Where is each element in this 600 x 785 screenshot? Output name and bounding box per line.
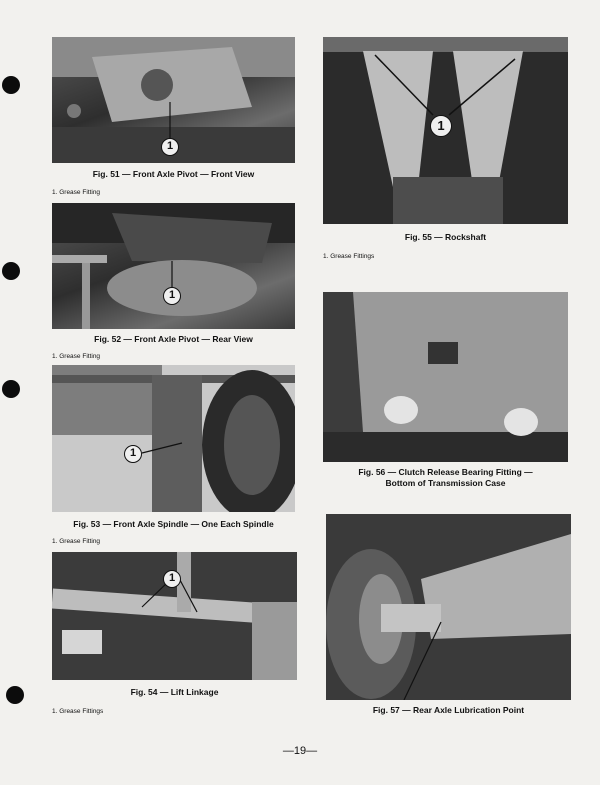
figure-legend: 1. Grease Fitting <box>52 189 101 196</box>
page-number: —19— <box>282 745 318 757</box>
photo-lift-linkage <box>52 552 297 680</box>
binder-hole-upper-middle <box>2 262 20 280</box>
figure-legend: 1. Grease Fittings <box>52 708 104 715</box>
figure-legend: 1. Grease Fitting <box>52 353 101 360</box>
figure-caption: Fig. 55 — Rockshaft <box>404 232 487 242</box>
figure-legend: 1. Grease Fittings <box>323 253 375 260</box>
binder-hole-top <box>2 76 20 94</box>
photo-rear-axle-lubrication-point <box>326 514 571 700</box>
figure-caption: Fig. 53 — Front Axle Spindle — One Each Spindle <box>73 519 274 529</box>
figure-caption: Fig. 54 — Lift Linkage <box>130 687 219 697</box>
photo-clutch-release-bearing-fitting <box>323 292 568 462</box>
figure-legend: 1. Grease Fitting <box>52 538 101 545</box>
callout-1: 1 <box>163 287 181 305</box>
binder-hole-lower-middle <box>2 380 20 398</box>
figure-caption-line-2: Bottom of Transmission Case <box>385 478 506 488</box>
figure-caption: Fig. 51 — Front Axle Pivot — Front View <box>92 169 255 179</box>
callout-1: 1 <box>161 138 179 156</box>
binder-hole-bottom <box>6 686 24 704</box>
photo-front-axle-spindle <box>52 365 295 512</box>
callout-1: 1 <box>124 445 142 463</box>
figure-caption: Fig. 57 — Rear Axle Lubrication Point <box>372 705 525 715</box>
callout-1: 1 <box>430 115 452 137</box>
figure-caption: Fig. 52 — Front Axle Pivot — Rear View <box>94 334 253 344</box>
figure-caption-line-1: Fig. 56 — Clutch Release Bearing Fitting — <box>358 467 533 477</box>
photo-front-axle-pivot-rear <box>52 203 295 329</box>
callout-1: 1 <box>163 570 181 588</box>
photo-front-axle-pivot-front <box>52 37 295 163</box>
photo-rockshaft <box>323 37 568 224</box>
